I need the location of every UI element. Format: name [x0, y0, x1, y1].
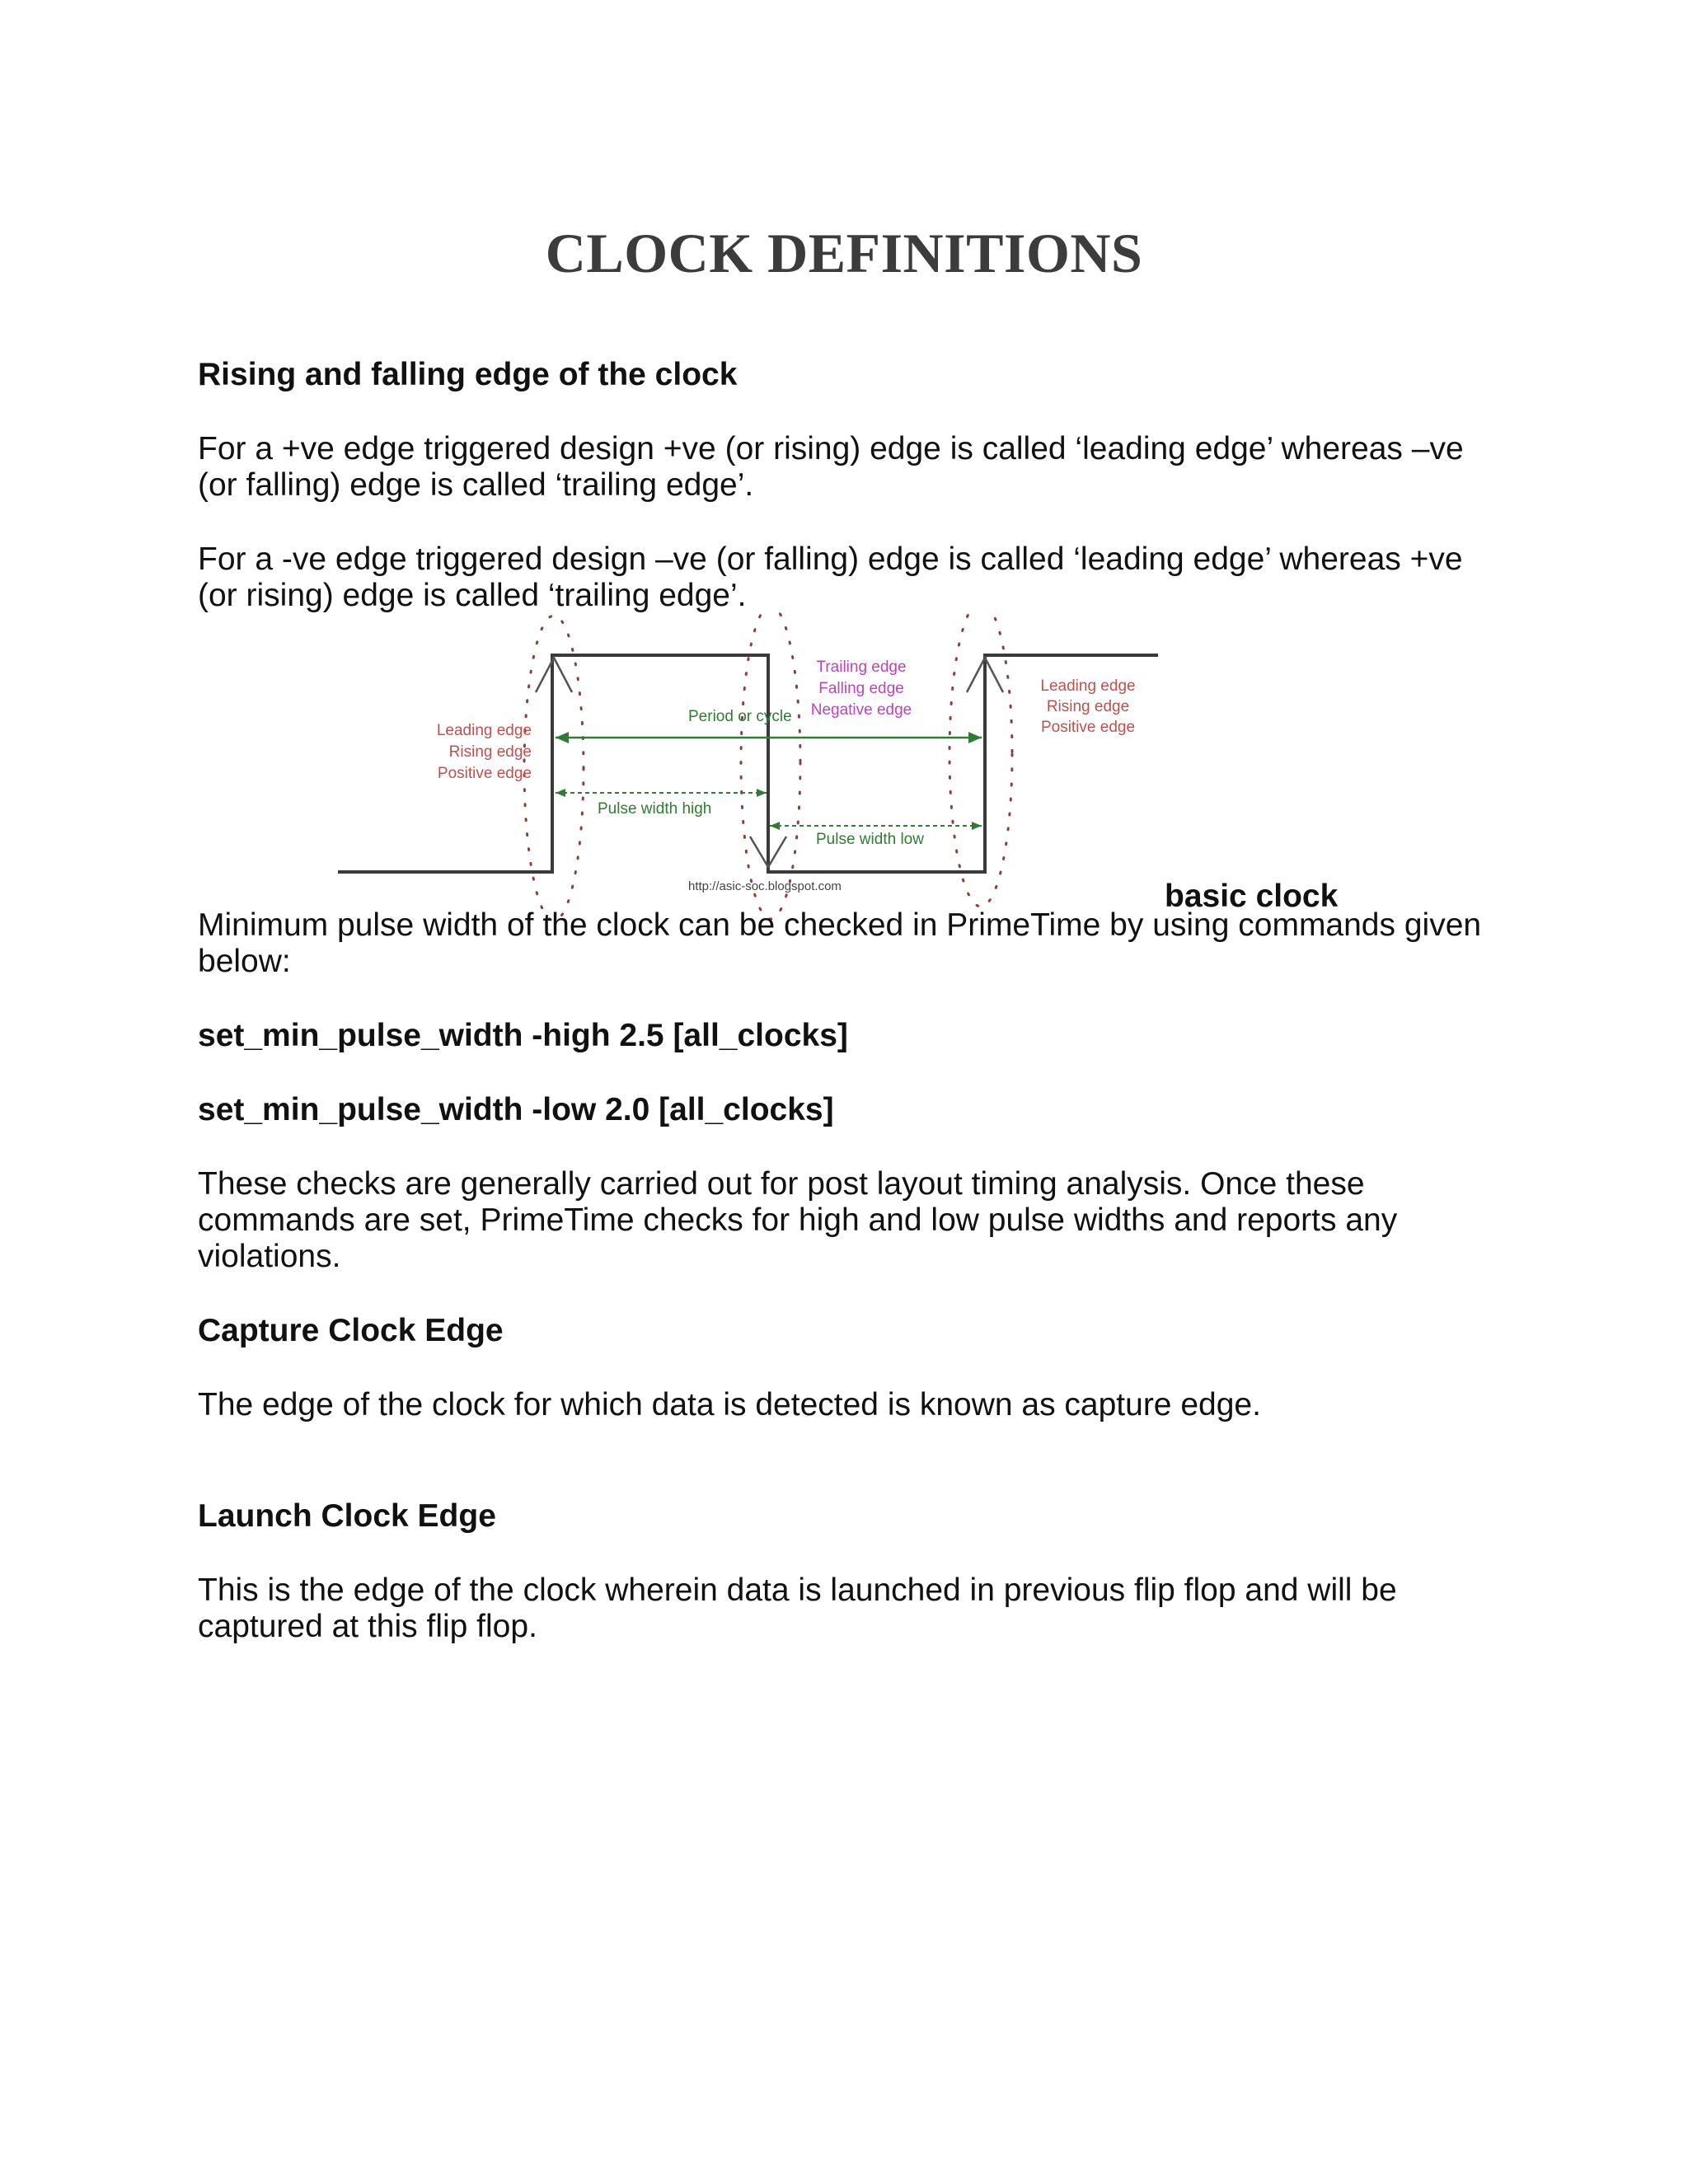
paragraph-line: For a +ve edge triggered design +ve (or rising) edge is called ‘leading edge’ whereas –ve [198, 431, 1464, 466]
trailing-edge-label: Trailing edge [816, 658, 907, 676]
paragraph-line: below: [198, 944, 291, 979]
arrowhead [556, 732, 569, 743]
paragraph-line: commands are set, PrimeTime checks for high and low pulse widths and reports any [198, 1202, 1398, 1238]
arrowhead [556, 789, 565, 797]
paragraph-line: This is the edge of the clock wherein data is launched in previous flip flop and will be [198, 1572, 1397, 1608]
clock-waveform [338, 655, 1158, 872]
paragraph-line: captured at this flip flop. [198, 1609, 537, 1644]
section-heading-launch-clock-edge: Launch Clock Edge [198, 1498, 496, 1534]
paragraph-line: (or rising) edge is called ‘trailing edge’. [198, 578, 747, 613]
command-min-pulse-low: set_min_pulse_width -low 2.0 [all_clocks] [198, 1092, 834, 1127]
positive-edge-label-left: Positive edge [437, 765, 532, 782]
arrowhead [972, 822, 982, 830]
arrowhead [968, 732, 982, 743]
rising-edge-label-left: Rising edge [448, 743, 532, 761]
pulse-low-label: Pulse width low [816, 831, 924, 848]
page-title: CLOCK DEFINITIONS [545, 222, 1143, 284]
negative-edge-label: Negative edge [810, 701, 912, 719]
paragraph-line: These checks are generally carried out for post layout timing analysis. Once these [198, 1166, 1365, 1202]
clock-waveform-diagram [330, 610, 1170, 923]
pulse-high-label: Pulse width high [598, 800, 712, 818]
figure-source-url: http://asic-soc.blogspot.com [688, 879, 842, 893]
period-label: Period or cycle [688, 708, 792, 725]
paragraph-line: For a -ve edge triggered design –ve (or falling) edge is called ‘leading edge’ whereas +ve [198, 541, 1463, 577]
section-heading-capture-clock-edge: Capture Clock Edge [198, 1313, 504, 1348]
leading-edge-label-right: Leading edge [1040, 677, 1136, 695]
rising-edge-label-right: Rising edge [1046, 698, 1130, 715]
arrowhead [770, 822, 780, 830]
paragraph-line: Minimum pulse width of the clock can be checked in PrimeTime by using commands given [198, 907, 1482, 943]
paragraph-line: (or falling) edge is called ‘trailing edge’. [198, 467, 754, 503]
positive-edge-label-right: Positive edge [1040, 719, 1136, 736]
figure-caption: basic clock [1165, 879, 1339, 914]
command-min-pulse-high: set_min_pulse_width -high 2.5 [all_clocks] [198, 1018, 848, 1053]
section-heading-rising-falling: Rising and falling edge of the clock [198, 357, 738, 392]
arrowhead [757, 789, 767, 797]
falling-edge-label: Falling edge [818, 680, 904, 697]
paragraph-line: violations. [198, 1239, 341, 1274]
paragraph-line: The edge of the clock for which data is detected is known as capture edge. [198, 1387, 1261, 1422]
leading-edge-label-left: Leading edge [436, 722, 532, 739]
